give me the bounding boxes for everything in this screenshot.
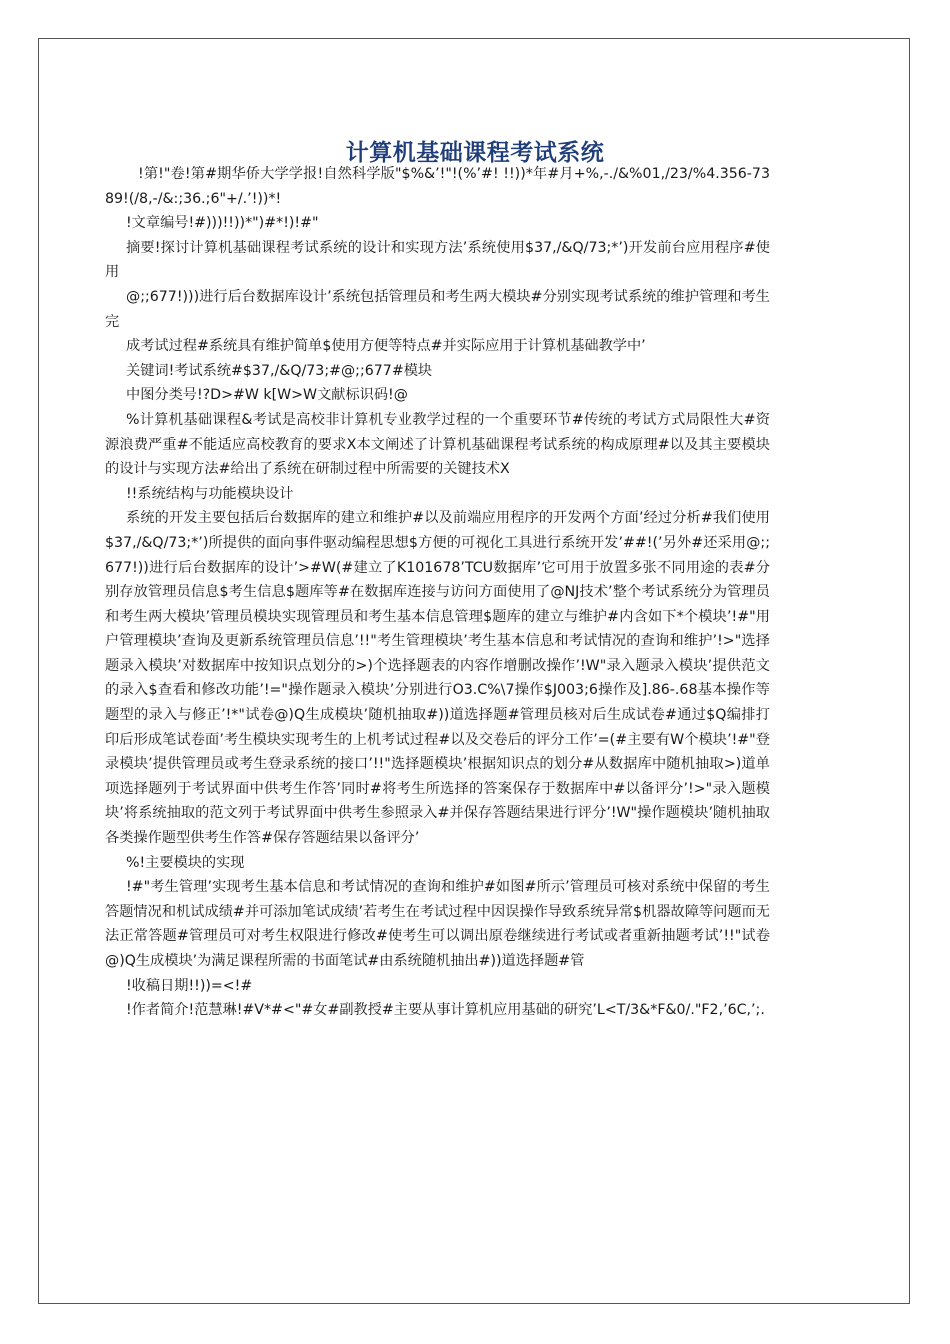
section-heading-2: %!主要模块的实现 — [126, 854, 245, 871]
section-2-paragraph: !#"考生管理’实现考生基本信息和考试情况的查询和维护#如图#所示’管理员可核对系统中保留的考生答题情况和机试成绩#并可添加笔试成绩’若考生在考试过程中因误操作导致系统异常$机器故障等问题而无法正常答题#管理员可对考生权限进行修改#使考生可以调出原卷继续进行考试或者重新抽题考试’!!"试卷@)Q生成模块’为满足课程所需的书面笔试#由系统随机抽出#))道选择题#管 — [105, 879, 770, 969]
received-date-line: !收稿日期!!))=<!# — [126, 977, 253, 994]
author-bio-line: !作者简介!范慧琳!#V*#<"#女#副教授#主要从事计算机应用基础的研究’L<T/3&*F&0/."F2,’6C,’;. — [126, 1002, 765, 1019]
document-body — [105, 162, 770, 1023]
classification-line: 中图分类号!?D>#W k[W>W文献标识码!@ — [126, 387, 408, 404]
keywords-line: 关键词!考试系统#$37,/&Q/73;#@;;677#模块 — [126, 362, 433, 379]
journal-header-line: !第!"卷!第#期华侨大学学报!自然科学版"$%&’!"!(%’#! !!))*年#月+%,-./&%01,/23/%4.356-7389!(/8,-/&:;36.;6"+/.’!))*! — [105, 166, 770, 207]
abstract-line-3: 成考试过程#系统具有维护简单$使用方便等特点#并实际应用于计算机基础教学中’ — [126, 338, 646, 355]
section-1-paragraph: 系统的开发主要包括后台数据库的建立和维护#以及前端应用程序的开发两个方面’经过分析#我们使用$37,/&Q/73;*’)所提供的面向事件驱动编程思想$方便的可视化工具进行系统开发’##!(’另外#还采用@;;677!))进行后台数据库的设计’>#W(#建立了K101678’TCU数据库’它可用于放置多张不同用途的表#分别存放管理员信息$考生信息$题库等#在数据库连接与访问方面使用了@NJ技术’整个考试系统分为管理员和考生两大模块’管理员模块实现管理员和考生基本信息管理$题库的建立与维护#内含如下*个模块’!#"用户管理模块’查询及更新系统管理员信息’!!"考生管理模块’考生基本信息和考试情况的查询和维护’!>"选择题录入模块’对数据库中按知识点划分的>)个选择题表的内容作增删改操作’!W"录入题录入模块’提供范文的录入$查看和修改功能’!="操作题录入模块’分别进行O3.C%\7操作$J003;6操作及].86-.68基本操作等题型的录入与修正’!*"试卷@)Q生成模块’随机抽取#))道选择题#管理员核对后生成试卷#通过$Q编排打印后形成笔试卷面’考生模块实现考生的上机考试过程#以及交卷后的评分工作’=(#主要有W个模块’!#"登录模块’提供管理员或考生登录系统的接口’!!"选择题模块’根据知识点的划分#从数据库中随机抽取>)道单项选择题列于考试界面中供考生作答’同时#将考生所选择的答案保存于数据库中#以备评分’!>"录入题模块’将系统抽取的范文列于考试界面中供考生参照录入#并保存答题结果进行评分’!W"操作题模块’随机抽取各类操作题型供考生作答#保存答题结果以备评分’ — [105, 510, 770, 847]
intro-paragraph: %计算机基础课程&考试是高校非计算机专业教学过程的一个重要环节#传统的考试方式局限性大#资源浪费严重#不能适应高校教育的要求X本文阐述了计算机基础课程考试系统的构成原理#以及其主要模块的设计与实现方法#给出了系统在研制过程中所需要的关键技术X — [105, 411, 770, 478]
article-number-line: !文章编号!#)))!!))*")#*!)!#" — [126, 215, 319, 232]
section-heading-1: !!系统结构与功能模块设计 — [126, 485, 294, 502]
document-title: 计算机基础课程考试系统 — [345, 140, 605, 166]
abstract-line-1: 摘要!探讨计算机基础课程考试系统的设计和实现方法’系统使用$37,/&Q/73;*’)开发前台应用程序#使用 — [105, 239, 770, 281]
abstract-line-2: @;;677!)))进行后台数据库设计’系统包括管理员和考生两大模块#分别实现考试系统的维护管理和考生完 — [105, 288, 770, 330]
